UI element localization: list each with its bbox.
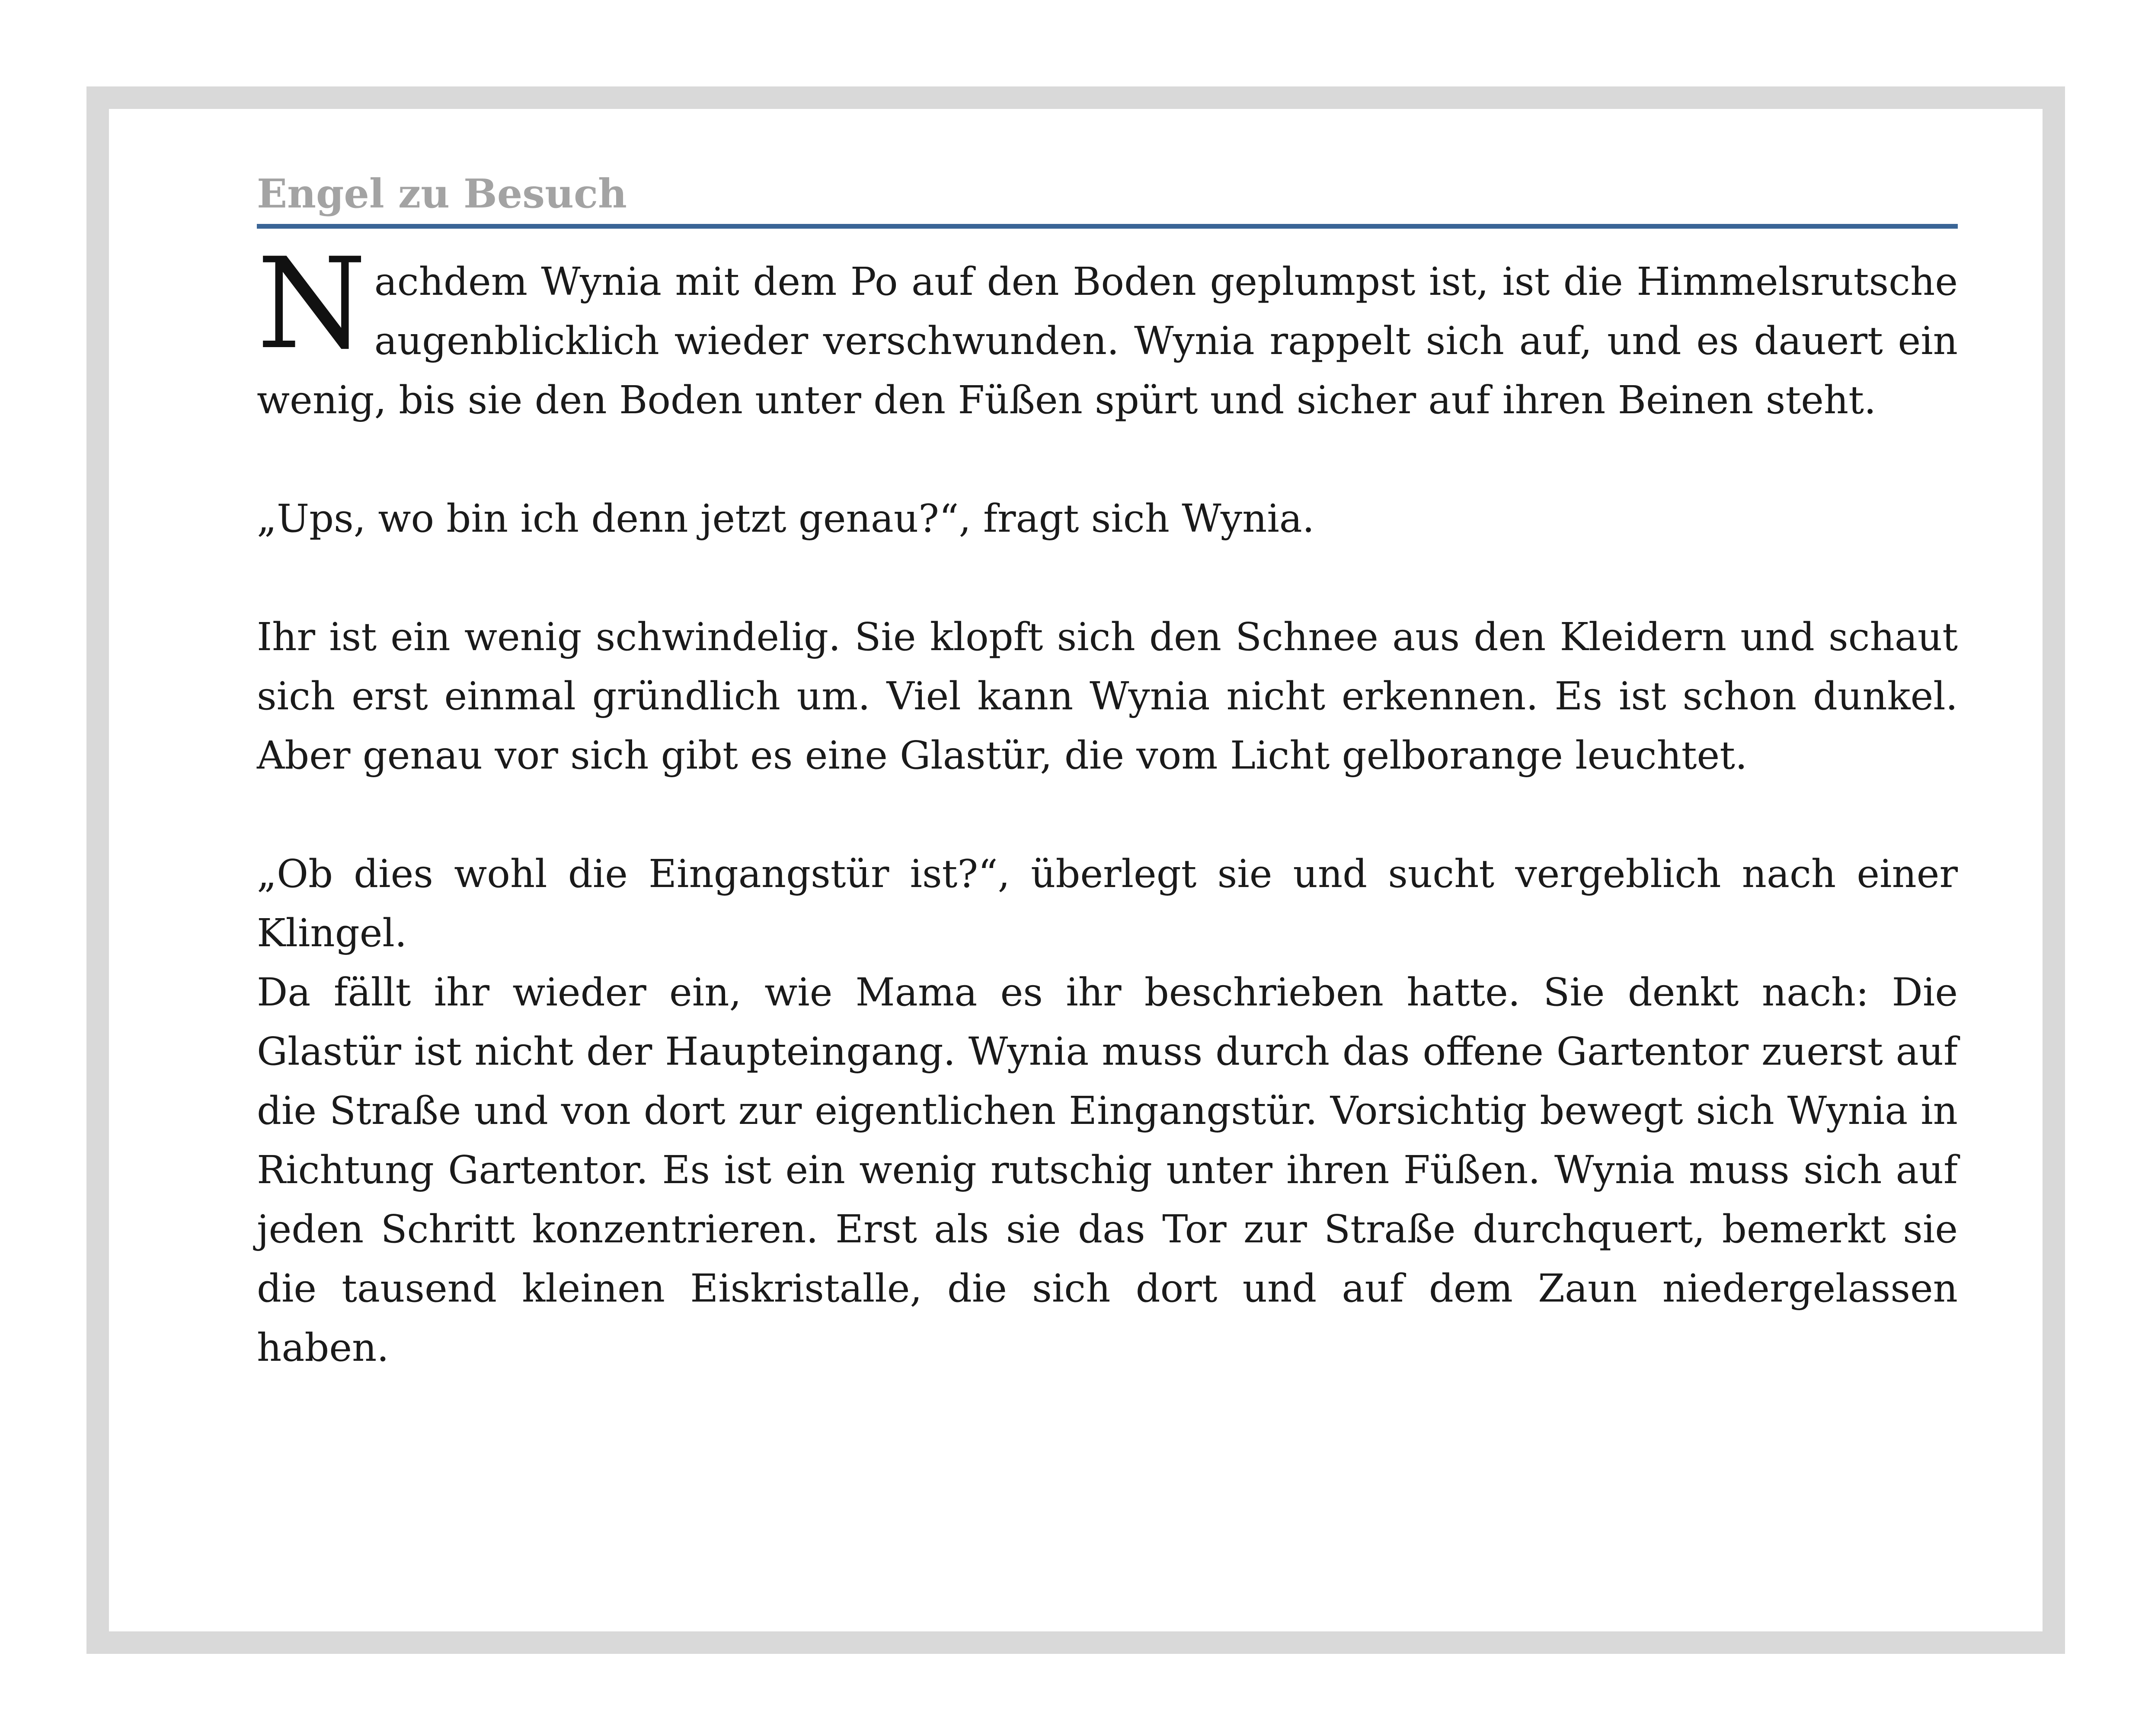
paragraph-2: „Ups, wo bin ich denn jetzt genau?“, fragt sich Wynia. (257, 496, 1315, 541)
document-body (257, 231, 1958, 1377)
paragraph-3: Ihr ist ein wenig schwindelig. Sie klopft sich den Schnee aus den Kleidern und schaut sich erst einmal gründlich um. Viel kann Wynia nicht erkennen. Es ist schon dunkel. Aber genau vor sich gibt es eine Glastür, die vom Licht gelborange leuchtet. (257, 614, 1958, 778)
document-title: Engel zu Besuch (257, 166, 1958, 229)
paragraph-1 (257, 231, 1958, 430)
paragraph-4: „Ob dies wohl die Eingangstür ist?“, überlegt sie und sucht vergeblich nach einer Klingel. (257, 851, 1958, 955)
paragraph-gap (257, 785, 1958, 844)
paragraph-gap (257, 548, 1958, 607)
paragraph-5: Da fällt ihr wieder ein, wie Mama es ihr beschrieben hatte. Sie denkt nach: Die Glastür ist nicht der Haupteingang. Wynia muss durch das offene Gartentor zuerst auf die Straße und von dort zur eigentlichen Eingangstür. Vorsichtig bewegt sich Wynia in Richtung Gartentor. Es ist ein wenig rutschig unter ihren Füßen. Wynia muss sich auf jeden Schritt konzentrieren. Erst als sie das Tor zur Straße durchquert, bemerkt sie die tausend kleinen Eiskristalle, die sich dort und auf dem Zaun niedergelassen haben. (257, 970, 1958, 1370)
document-content (257, 166, 1958, 1377)
paragraph-gap (257, 430, 1958, 489)
drop-cap: N (257, 231, 367, 377)
paragraph-1-text: achdem Wynia mit dem Po auf den Boden geplumpst ist, ist die Himmelsrutsche augenblicklich wieder verschwunden. Wynia rappelt sich auf, und es dauert ein wenig, bis sie den Boden unter den Füßen spürt und sicher auf ihren Beinen steht. (257, 259, 1958, 422)
